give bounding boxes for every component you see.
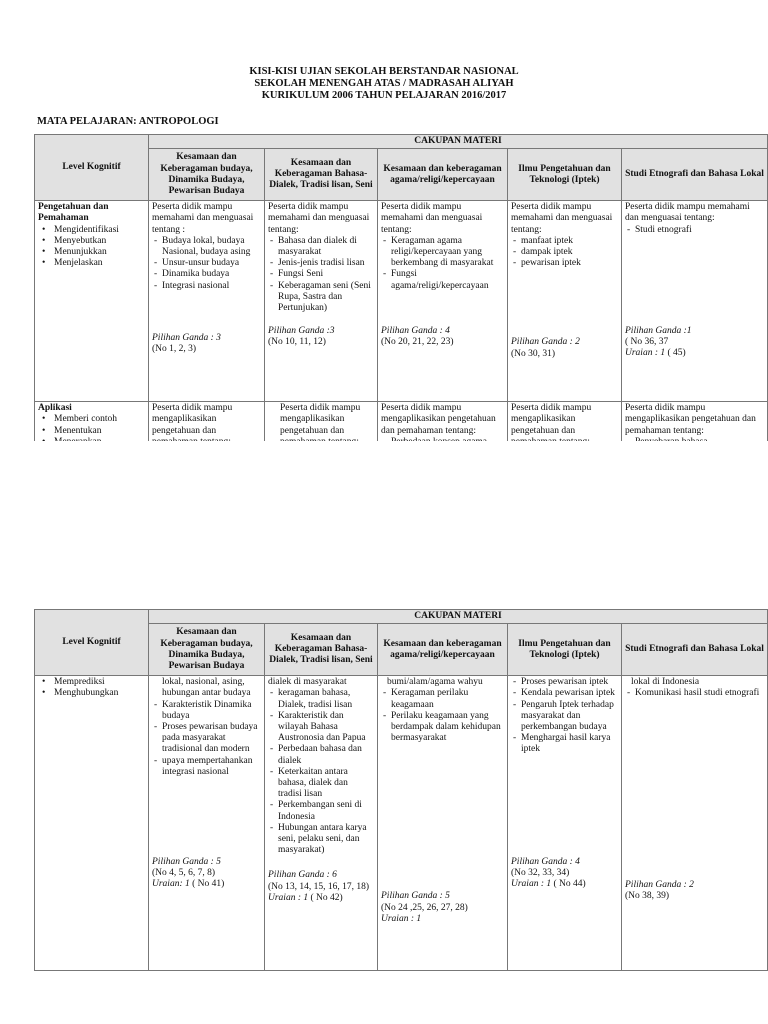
- materi-item: - Proses pewarisan budaya pada masyarakat tradisional dan modern: [162, 722, 261, 756]
- column-header-3: Kesamaan dan keberagaman agama/religi/kepercayaan: [378, 624, 508, 676]
- materi-cell: [378, 201, 508, 402]
- materi-item: - Keragaman agama religi/kepercayaan yang berkembang di masyarakat: [391, 236, 504, 270]
- materi-item: - Jenis-jenis tradisi lisan: [278, 258, 374, 269]
- question-numbers: ( No 36, 37: [625, 337, 669, 348]
- cell-lead: bumi/alam/agama wahyu: [387, 677, 483, 688]
- cell-lead: lokal, nasional, asing, hubungan antar budaya: [162, 677, 251, 699]
- materi-item: - Fungsi Seni: [278, 269, 374, 280]
- materi-cell: [622, 201, 768, 402]
- column-header-4: Ilmu Pengetahuan dan Teknologi (Iptek): [508, 624, 622, 676]
- materi-cell: [508, 201, 622, 402]
- cell-intro: Peserta didik mampu memahami dan menguasai tentang:: [625, 202, 750, 224]
- materi-item: - Proses pewarisan iptek: [521, 677, 618, 688]
- level-item: • Mengidentifikasi: [54, 225, 145, 236]
- materi-item: - Keragaman perilaku keagamaan: [391, 688, 504, 710]
- level-item: • Menyebutkan: [54, 236, 145, 247]
- materi-cell: [149, 676, 265, 971]
- question-numbers: (No 38, 39): [625, 890, 670, 901]
- kisi-kisi-table-page-1: [34, 134, 768, 461]
- level-item: • Memberi contoh: [54, 414, 145, 425]
- materi-item: - Integrasi nasional: [162, 281, 261, 292]
- title-line-3: KURIKULUM 2006 TAHUN PELAJARAN 2016/2017: [261, 90, 507, 101]
- question-numbers: (No 20, 21, 22, 23): [381, 337, 454, 348]
- cell-intro: Peserta didik mampu mengaplikasikan pengetahuan dan pemahaman tentang:: [625, 403, 756, 436]
- materi-item: - Perkembangan seni di Indonesia: [278, 800, 374, 822]
- question-numbers: (No 13, 14, 15, 16, 17, 18): [268, 881, 370, 892]
- cell-intro: Peserta didik mampu mengaplikasikan pengetahuan dan: [152, 403, 233, 436]
- column-header-5: Studi Etnografi dan Bahasa Lokal: [622, 624, 768, 676]
- materi-cell: [265, 676, 378, 971]
- cell-intro: Peserta didik mampu memahami dan menguasai tentang:: [268, 202, 370, 235]
- title-line-1: KISI-KISI UJIAN SEKOLAH BERSTANDAR NASIONAL: [249, 66, 519, 77]
- cakupan-materi-header: CAKUPAN MATERI: [149, 135, 768, 149]
- materi-item: - Budaya lokal, budaya Nasional, budaya asing: [162, 236, 261, 258]
- materi-item: - Pengaruh Iptek terhadap masyarakat dan perkembangan budaya: [521, 700, 618, 734]
- column-header-4: Ilmu Pengetahuan dan Teknologi (Iptek): [508, 149, 622, 201]
- question-numbers: (No 24 ,25, 26, 27, 28): [381, 902, 468, 913]
- kisi-kisi-table-page-2: [34, 609, 768, 971]
- materi-cell: [622, 676, 768, 971]
- subject-title: MATA PELAJARAN: ANTROPOLOGI: [37, 116, 219, 127]
- materi-item: - Komunikasi hasil studi etnografi: [635, 688, 764, 699]
- uraian-numbers: ( No 42): [310, 892, 343, 903]
- materi-item: - Fungsi agama/religi/kepercayaan: [391, 269, 504, 291]
- question-numbers: (No 4, 5, 6, 7, 8): [152, 868, 216, 879]
- materi-item: - Kendala pewarisan iptek: [521, 688, 618, 699]
- pilihan-ganda-label: Pilihan Ganda :3: [268, 326, 335, 337]
- materi-item: - Keterkaitan antara bahasa, dialek dan tradisi lisan: [278, 767, 374, 801]
- level-cell: [35, 676, 149, 971]
- materi-item: - Hubungan antara karya seni, pelaku seni, dan masyarakat): [278, 823, 374, 857]
- materi-item: - upaya mempertahankan integrasi nasional: [162, 756, 261, 778]
- cell-intro: Peserta didik mampu memahami dan menguasai tentang:: [511, 202, 613, 235]
- cell-intro: Peserta didik mampu mengaplikasikan pengetahuan dan pemahaman tentang:: [381, 403, 496, 436]
- cell-lead: dialek di masyarakat: [268, 677, 347, 688]
- pilihan-ganda-label: Pilihan Ganda :1: [625, 325, 692, 336]
- materi-item: - dampak iptek: [521, 247, 618, 258]
- column-header-1: Kesamaan dan Keberagaman budaya, Dinamika Budaya, Pewarisan Budaya: [149, 149, 265, 201]
- cell-intro: Peserta didik mampu memahami dan menguasai tentang :: [152, 202, 254, 235]
- materi-item: - Menghargai hasil karya iptek: [521, 733, 618, 755]
- table-row: [35, 201, 768, 402]
- materi-item: - Bahasa dan dialek di masyarakat: [278, 236, 374, 258]
- materi-item: - Perbedaan bahasa dan dialek: [278, 744, 374, 766]
- materi-item: - Keberagaman seni (Seni Rupa, Sastra dan Pertunjukan): [278, 281, 374, 315]
- column-header-2: Kesamaan dan Keberagaman Bahasa-Dialek, Tradisi lisan, Seni: [265, 149, 378, 201]
- question-numbers: (No 32, 33, 34): [511, 867, 570, 878]
- column-header-3: Kesamaan dan keberagaman agama/religi/kepercayaan: [378, 149, 508, 201]
- column-header-5: Studi Etnografi dan Bahasa Lokal: [622, 149, 768, 201]
- materi-cell: [149, 201, 265, 402]
- uraian-label: Uraian : 1: [268, 892, 309, 903]
- uraian-label: Uraian: 1: [152, 879, 190, 890]
- level-title: Pengetahuan dan Pemahaman: [38, 202, 109, 224]
- title-line-2: SEKOLAH MENENGAH ATAS / MADRASAH ALIYAH: [254, 78, 514, 89]
- materi-item: - Karakteristik dan wilayah Bahasa Austronosia dan Papua: [278, 711, 374, 745]
- level-item: • Menunjukkan: [54, 247, 145, 258]
- pilihan-ganda-label: Pilihan Ganda : 5: [152, 857, 221, 868]
- pilihan-ganda-label: Pilihan Ganda : 4: [511, 856, 580, 867]
- cell-intro: Peserta didik mampu mengaplikasikan pengetahuan dan: [280, 403, 361, 436]
- materi-item: - keragaman bahasa, Dialek, tradisi lisan: [278, 688, 374, 710]
- question-numbers: (No 1, 2, 3): [152, 344, 197, 355]
- pilihan-ganda-label: Pilihan Ganda : 6: [268, 870, 337, 881]
- pilihan-ganda-label: Pilihan Ganda : 3: [152, 332, 221, 343]
- materi-item: - Perilaku keagamaan yang berdampak dalam kehidupan bermasyarakat: [391, 711, 504, 745]
- level-title: Aplikasi: [38, 403, 72, 414]
- document-title: [0, 66, 768, 102]
- materi-item: - Studi etnografi: [635, 225, 764, 236]
- pilihan-ganda-label: Pilihan Ganda : 2: [511, 337, 580, 348]
- cakupan-materi-header: CAKUPAN MATERI: [149, 610, 768, 624]
- uraian-numbers: ( No 44): [553, 879, 586, 890]
- level-kognitif-header: Level Kognitif: [35, 610, 149, 676]
- level-kognitif-header: Level Kognitif: [35, 135, 149, 201]
- uraian-label: Uraian : 1: [381, 913, 422, 924]
- materi-item: - Dinamika budaya: [162, 269, 261, 280]
- level-item: • Menghubungkan: [54, 688, 145, 699]
- level-item: • Memprediksi: [54, 677, 145, 688]
- pilihan-ganda-label: Pilihan Ganda : 4: [381, 325, 450, 336]
- question-numbers: (No 30, 31): [511, 348, 556, 359]
- uraian-numbers: ( No 41): [192, 879, 225, 890]
- materi-item: - pewarisan iptek: [521, 258, 618, 269]
- cell-lead: lokal di Indonesia: [631, 677, 700, 688]
- table-row: [35, 676, 768, 971]
- column-header-2: Kesamaan dan Keberagaman Bahasa-Dialek, Tradisi lisan, Seni: [265, 624, 378, 676]
- uraian-label: Uraian : 1: [511, 879, 552, 890]
- materi-item: - Unsur-unsur budaya: [162, 258, 261, 269]
- column-header-1: Kesamaan dan Keberagaman budaya, Dinamika Budaya, Pewarisan Budaya: [149, 624, 265, 676]
- materi-cell: [265, 201, 378, 402]
- level-item: • Menjelaskan: [54, 258, 145, 269]
- page-gap: [0, 441, 768, 601]
- level-cell: [35, 201, 149, 402]
- materi-item: - Karakteristik Dinamika budaya: [162, 700, 261, 722]
- question-numbers: (No 10, 11, 12): [268, 337, 326, 348]
- pilihan-ganda-label: Pilihan Ganda : 5: [381, 891, 450, 902]
- cell-intro: Peserta didik mampu mengaplikasikan pengetahuan dan: [511, 403, 592, 436]
- materi-cell: [508, 676, 622, 971]
- uraian-numbers: ( 45): [667, 348, 686, 359]
- materi-cell: [378, 676, 508, 971]
- materi-item: - manfaat iptek: [521, 236, 618, 247]
- cell-intro: Peserta didik mampu memahami dan menguasai tentang:: [381, 202, 483, 235]
- level-item: • Menentukan: [54, 426, 145, 437]
- pilihan-ganda-label: Pilihan Ganda : 2: [625, 879, 694, 890]
- uraian-label: Uraian : 1: [625, 348, 666, 359]
